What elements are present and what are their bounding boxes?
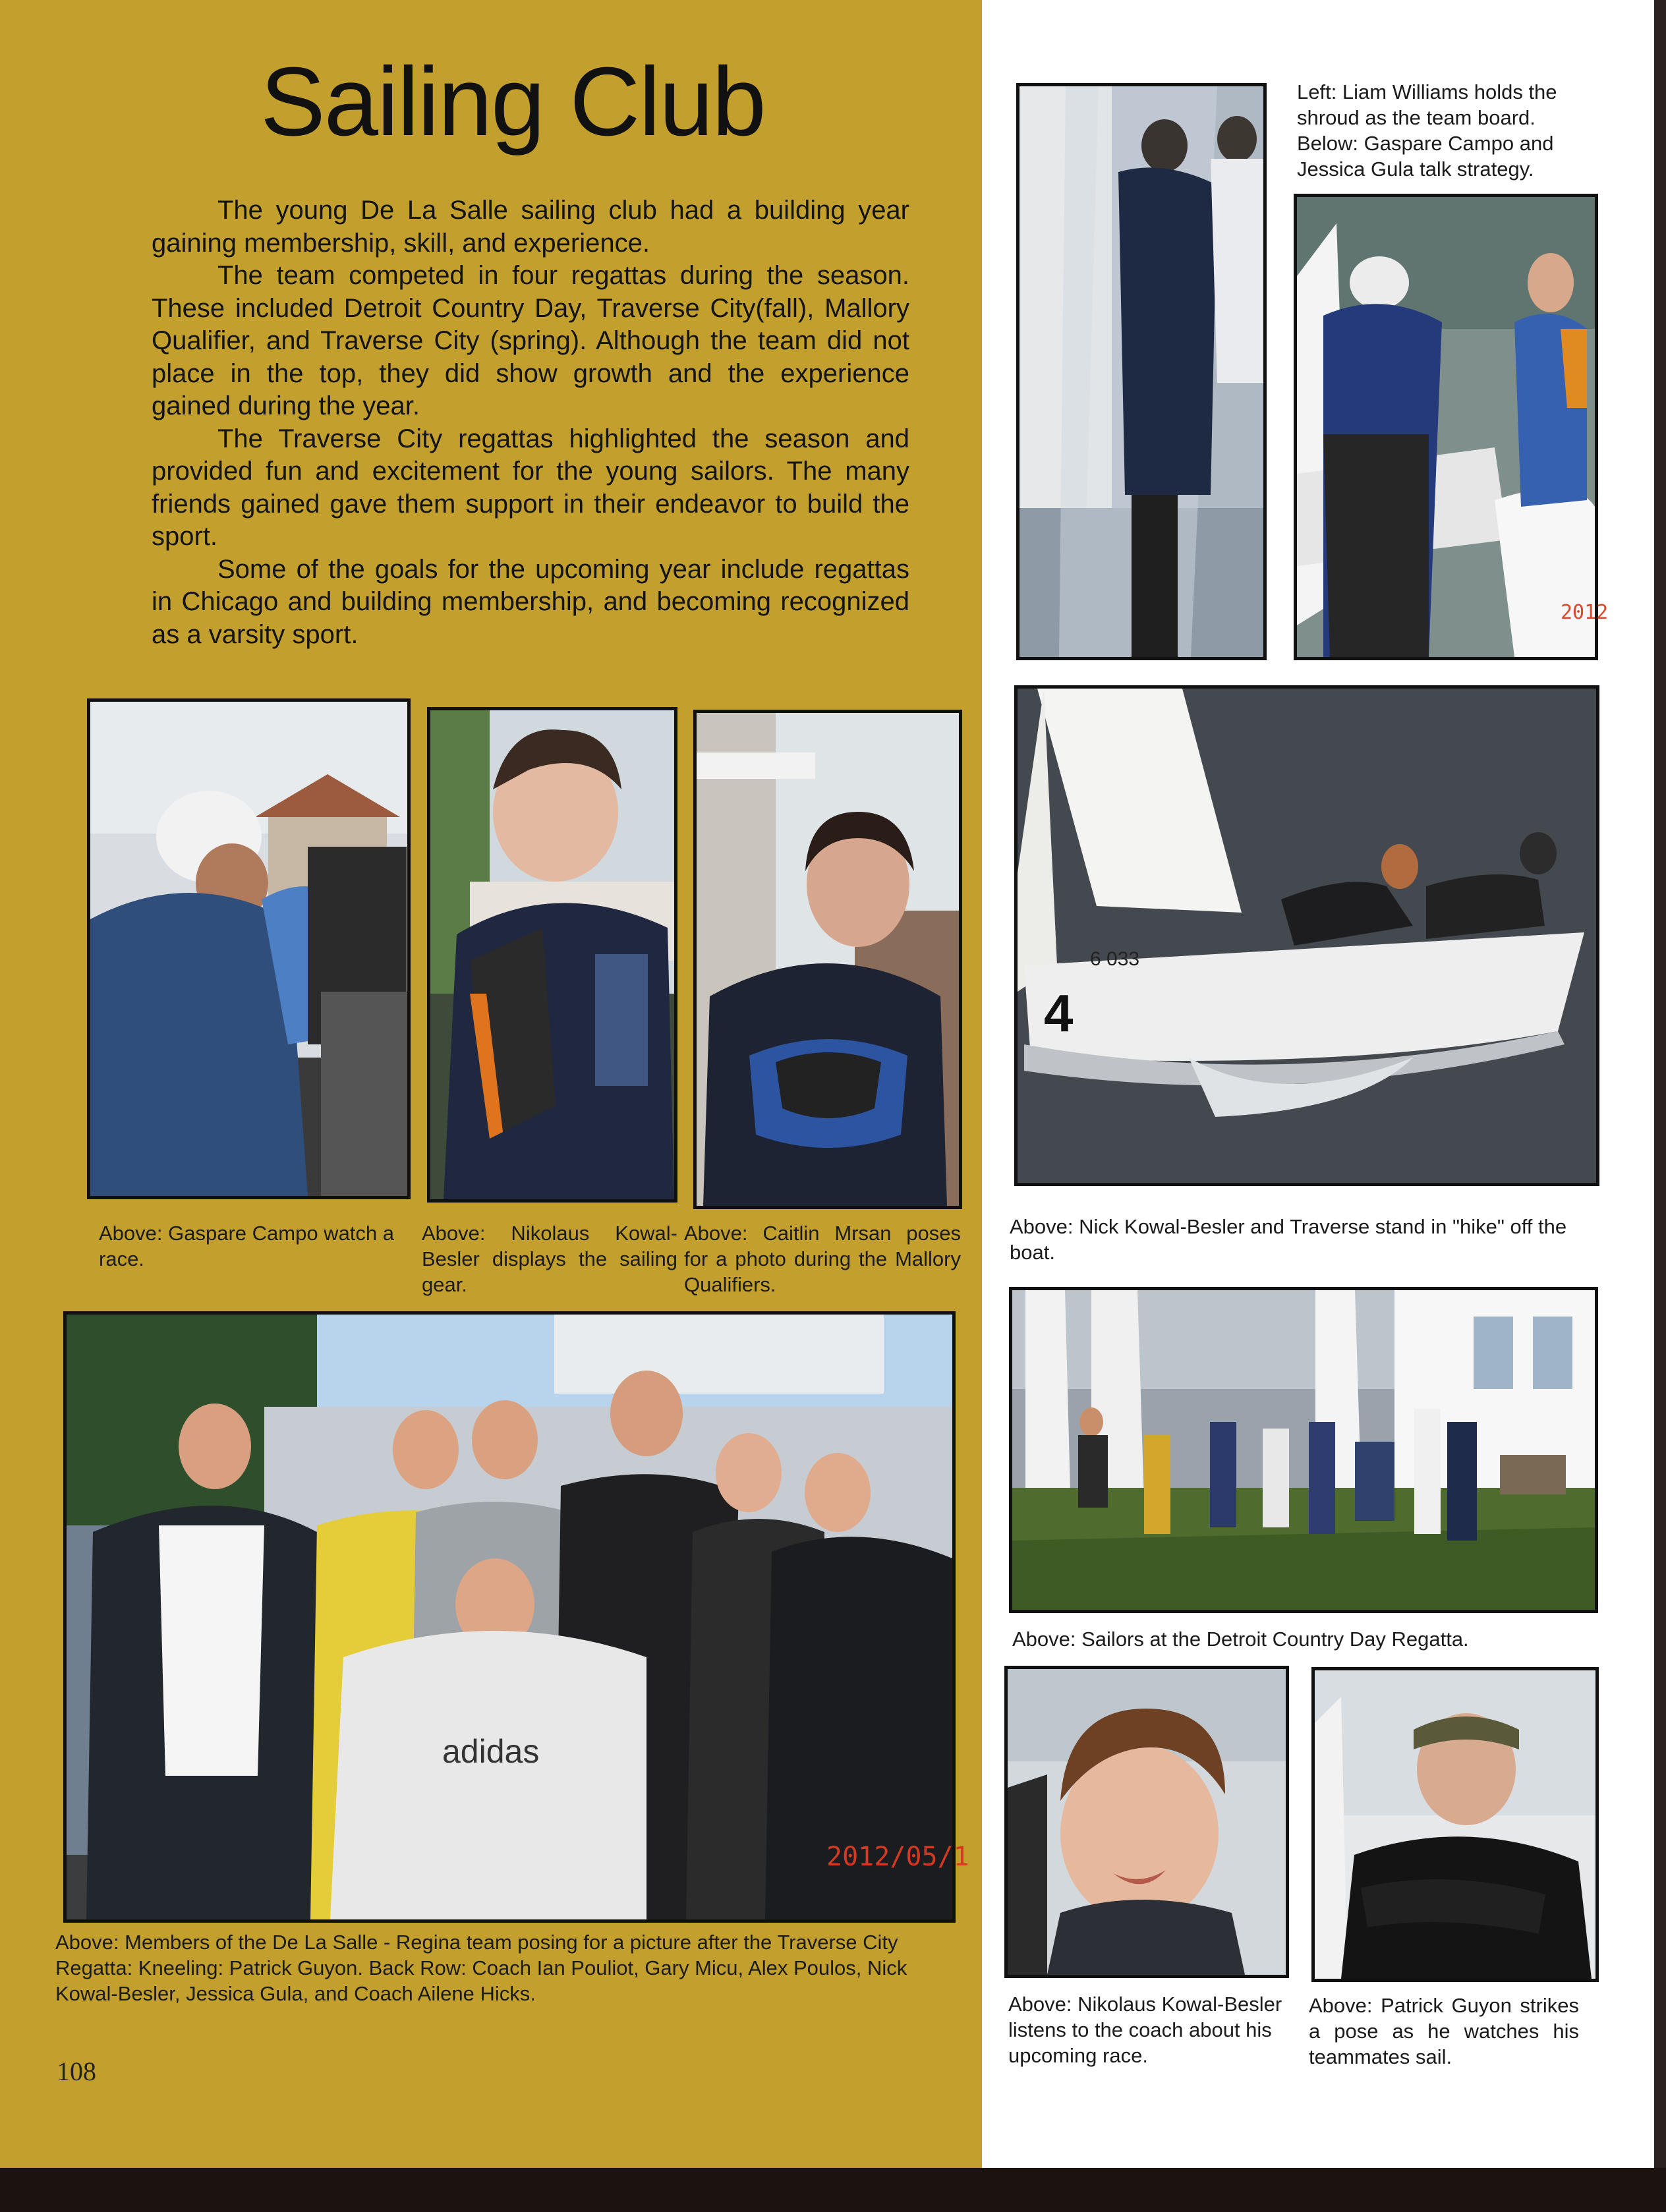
caption-hike-boat: Above: Nick Kowal-Besler and Traverse stand in "hike" off the boat. — [1010, 1215, 1567, 1264]
photo-hike-boat-image — [1018, 689, 1596, 1183]
scan-edge — [0, 2168, 1666, 2212]
story-paragraph: The Traverse City regattas highlighted the season and provided fun and excitement for the young sailors. The many friends gained gave them support in their endeavor to build the sport. — [152, 424, 909, 551]
caption-team-group: Above: Members of the De La Salle - Regina team posing for a picture after the Traverse City Regatta: Kneeling: Patrick Guyon. Back Row: Coach Ian Pouliot, Gary Micu, Alex Poulos, Nick Kowal-Besler, Jessica Gula, and Coach Ailene Hicks. — [55, 1931, 907, 2005]
photo-nikolaus-gear — [427, 707, 677, 1203]
svg-text:adidas: adidas — [442, 1733, 540, 1770]
photo-date-stamp: 2012/05/1 — [826, 1842, 969, 1872]
photo-team-group-image — [67, 1315, 952, 1919]
photo-hike-boat — [1014, 685, 1599, 1186]
photo-detroit-regatta-image — [1012, 1290, 1595, 1610]
story-paragraph: Some of the goals for the upcoming year include regattas in Chicago and building membership, and becoming recognized as a varsity sport. — [152, 554, 909, 649]
caption-nikolaus-coach: Above: Nikolaus Kowal-Besler listens to the coach about his upcoming race. — [1008, 1993, 1282, 2067]
caption-gaspare-campo: Above: Gaspare Campo watch a race. — [99, 1222, 395, 1270]
story-paragraph: The team competed in four regattas during the season. These included Detroit Country Day, Traverse City(fall), Mallory Qualifier, and Traverse City (spring). Although the team did not place in the top, they did show growth and the experience gained during the year. — [152, 261, 909, 420]
photo-caitlin-mrsan-image — [697, 713, 959, 1206]
photo-gaspare-campo — [87, 698, 411, 1199]
caption-caitlin-mrsan: Above: Caitlin Mrsan poses for a photo during the Mallory Qualifiers. — [684, 1222, 961, 1296]
photo-nikolaus-coach-image — [1008, 1669, 1286, 1975]
boat-number: 4 — [1044, 984, 1074, 1042]
story-text — [152, 194, 909, 651]
photo-caitlin-mrsan — [693, 710, 962, 1209]
page-edge — [1654, 0, 1666, 2168]
photo-year-stamp: 2012 — [1561, 601, 1609, 624]
photo-patrick-guyon-image — [1315, 1670, 1595, 1979]
photo-detroit-regatta — [1009, 1287, 1598, 1613]
photo-nikolaus-coach — [1004, 1666, 1289, 1978]
photo-nikolaus-gear-image — [430, 710, 674, 1199]
photo-patrick-guyon — [1311, 1667, 1599, 1982]
photo-liam-williams-image — [1020, 86, 1263, 657]
story-paragraph: The young De La Salle sailing club had a building year gaining membership, skill, and experience. — [152, 196, 909, 258]
caption-detroit-regatta: Above: Sailors at the Detroit Country Day Regatta. — [1012, 1628, 1469, 1651]
photo-strategy-talk-image — [1297, 197, 1595, 657]
caption-patrick-guyon: Above: Patrick Guyon strikes a pose as he watches his teammates sail. — [1309, 1994, 1579, 2068]
photo-strategy-talk — [1294, 194, 1598, 660]
hull-number: 6 033 — [1090, 948, 1140, 970]
photo-team-group — [63, 1311, 956, 1923]
caption-nikolaus-gear: Above: Nikolaus Kowal-Besler displays the sailing gear. — [422, 1222, 677, 1296]
photo-gaspare-campo-image — [90, 702, 407, 1196]
page-number: 108 — [57, 2056, 96, 2086]
photo-liam-williams — [1016, 83, 1267, 660]
caption-liam-gaspare: Left: Liam Williams holds the shroud as the team board. Below: Gaspare Campo and Jessica Gula talk strategy. — [1297, 80, 1557, 181]
page-title: Sailing Club — [260, 47, 765, 156]
